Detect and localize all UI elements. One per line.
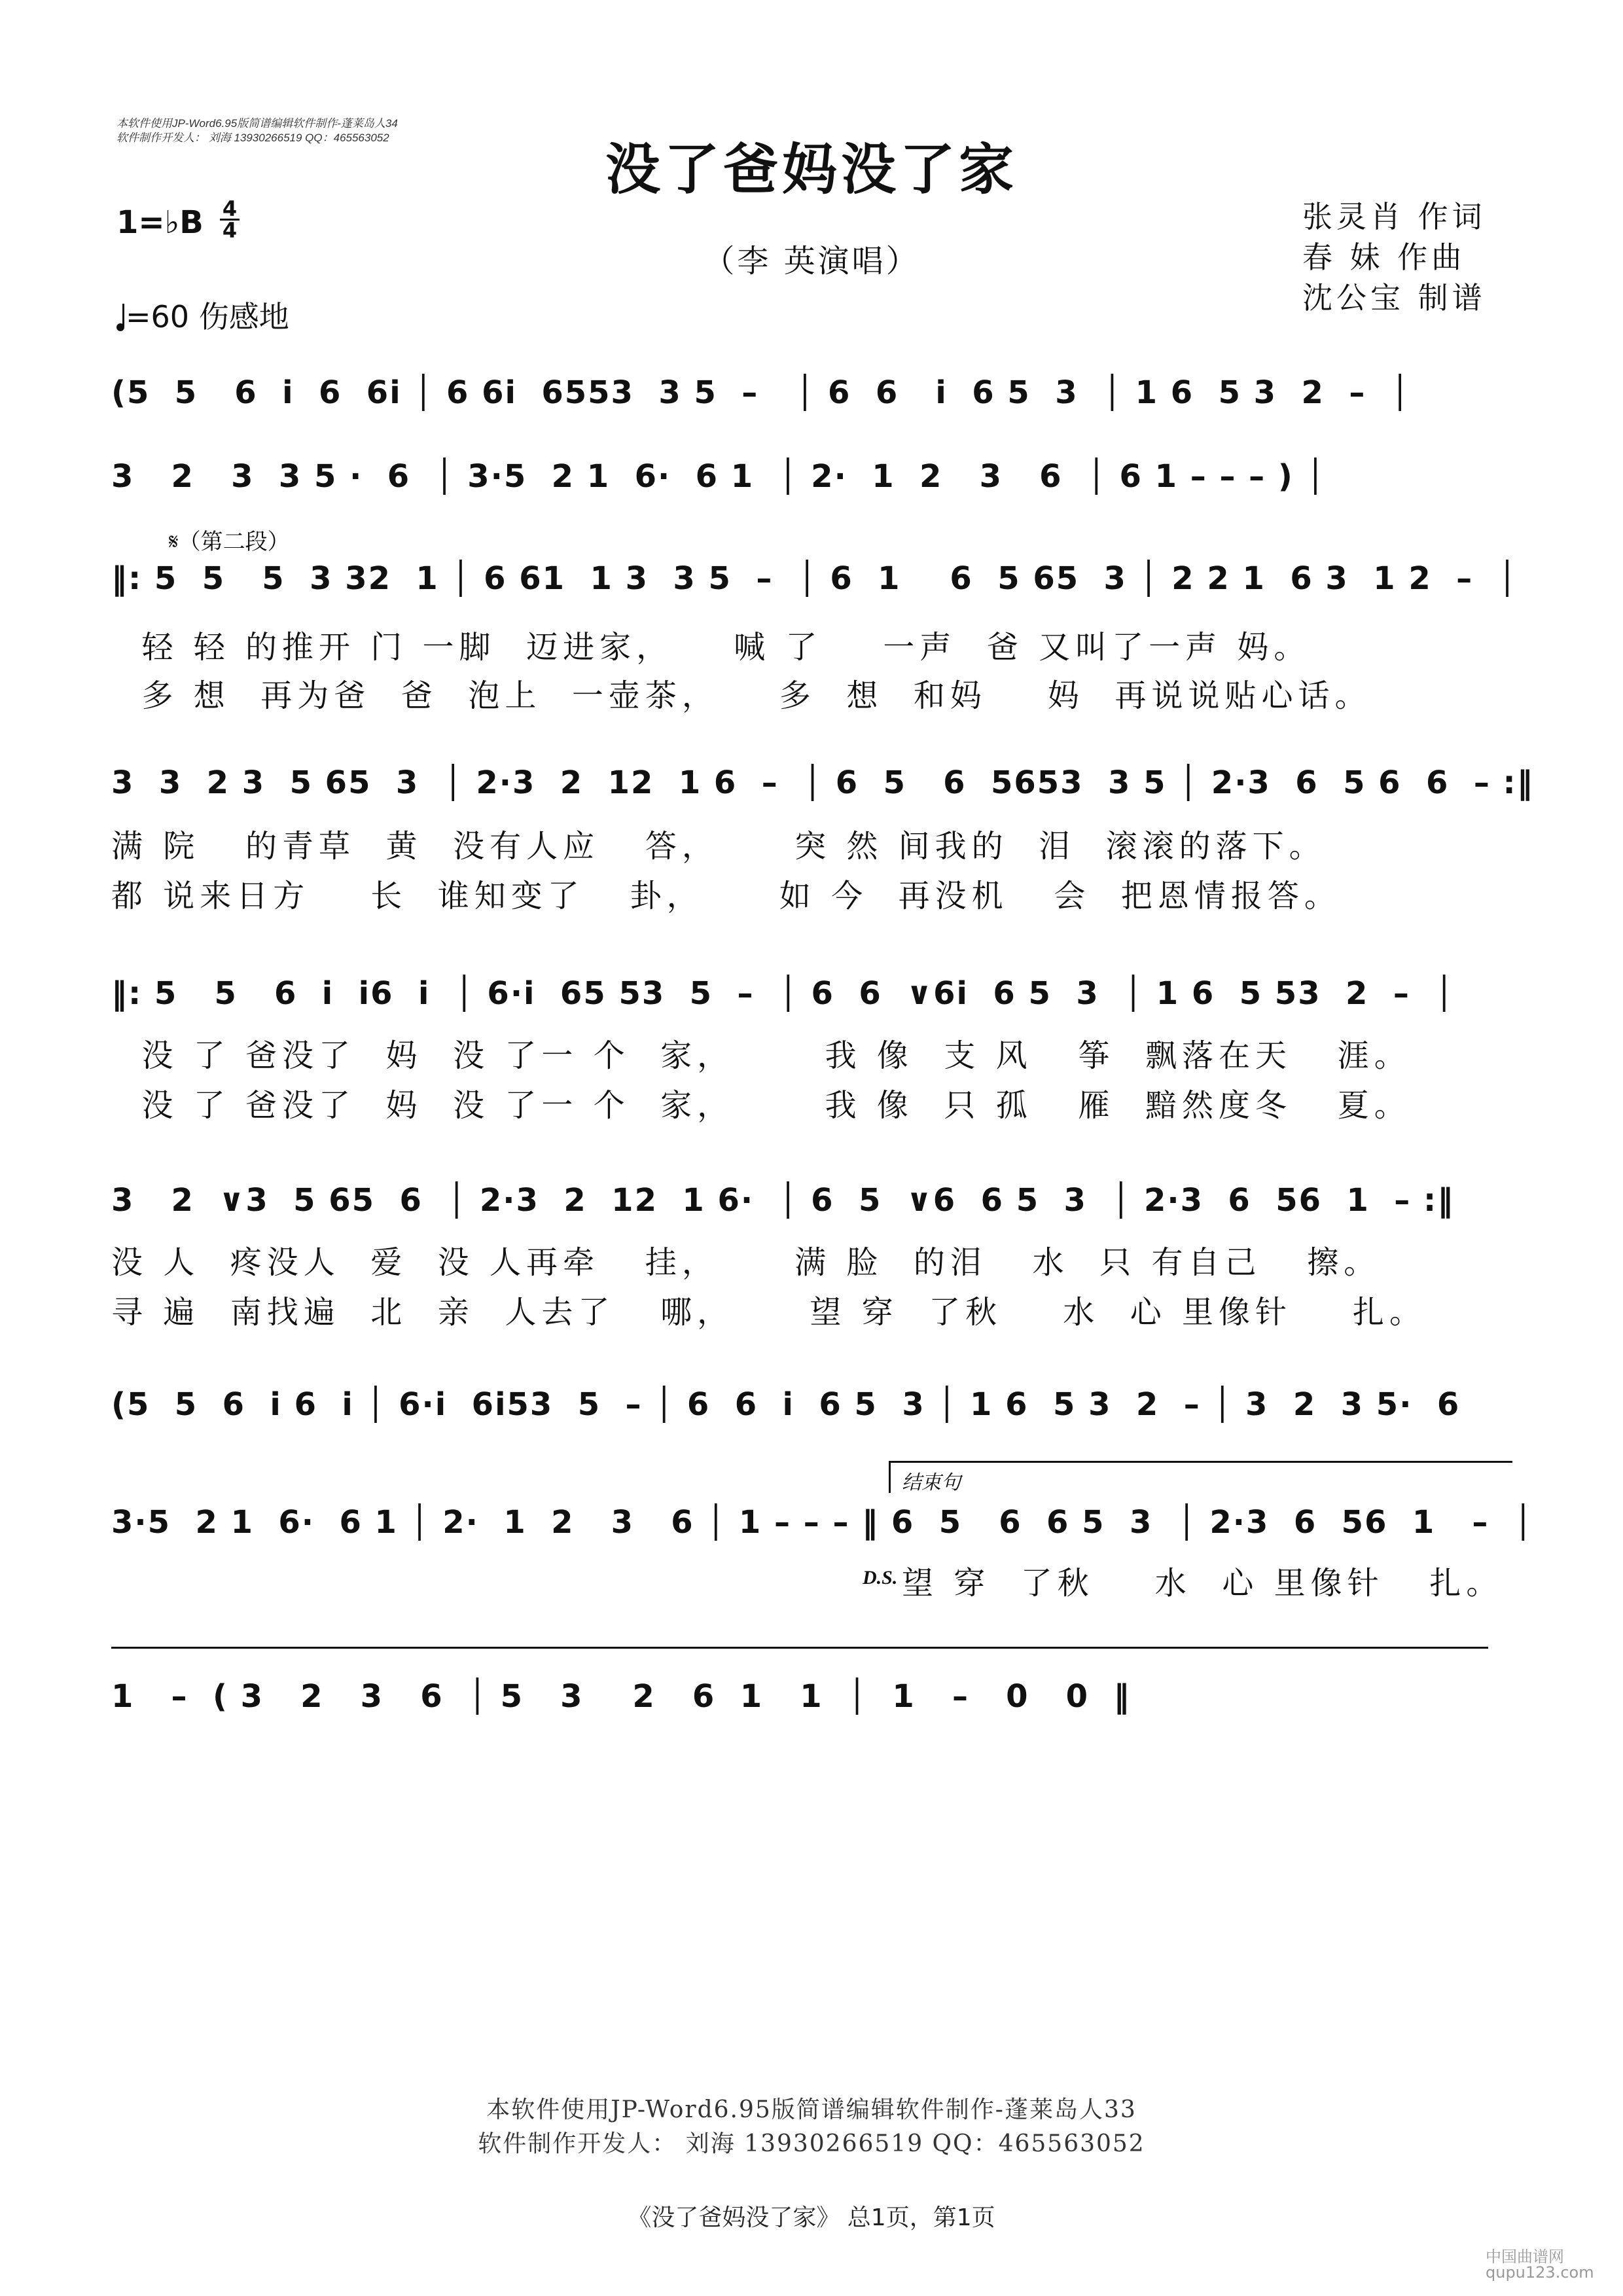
lyric-line-3-verse1: 轻 轻 的推开 门 一脚 迈进家， 喊 了 一声 爸 又叫了一声 妈。: [111, 629, 1311, 666]
credits-block: [1302, 196, 1486, 318]
logo-url: qupu123.com: [1486, 2263, 1594, 2282]
footer-line1: 本软件使用JP-Word6.95版简谱编辑软件制作-蓬莱岛人33: [486, 2096, 1137, 2123]
arranger-credit: 沈公宝 制谱: [1302, 280, 1486, 315]
site-logo: [1486, 2249, 1594, 2280]
segno-section-label: 𝄋（第二段）: [169, 529, 290, 555]
score-line-3: ‖: 5 5 5 3 32 1 │ 6 61 1 3 3 5 – │ 6 1 6 5 65 3 │ 2 2 1 6 3 1 2 – │: [111, 560, 1518, 597]
logo-text: 中国曲谱网: [1486, 2248, 1564, 2266]
singer-credit: （李 英演唱）: [703, 243, 920, 279]
score-line-2: 3 2 3 3 5 · 6 │ 3·5 2 1 6· 6 1 │ 2· 1 2 3 6 │ 6 1 – – – ) │: [111, 458, 1327, 495]
time-signature: [220, 196, 240, 243]
score-line-5: ‖: 5 5 6 i i6 i │ 6·i 65 53 5 – │ 6 6 ∨6i 6 5 3 │ 1 6 5 53 2 – │: [111, 975, 1455, 1012]
lyric-line-8: 望 穿 了秋 水 心 里像针 扎。: [902, 1565, 1503, 1602]
ending-bracket: [889, 1461, 1512, 1493]
ending-label: 结束句: [902, 1472, 961, 1494]
lyric-line-4-verse2: 都 说来日方 长 谁知变了 卦， 如 今 再没机 会 把恩情报答。: [111, 878, 1341, 914]
lyric-line-3-verse2: 多 想 再为爸 爸 泡上 一壶茶， 多 想 和妈 妈 再说说贴心话。: [111, 677, 1372, 714]
quarter-note-icon: [116, 323, 124, 331]
lyric-line-5-verse2: 没 了 爸没了 妈 没 了一 个 家， 我 像 只 孤 雁 黯然度冬 夏。: [111, 1087, 1411, 1124]
page-title: 没了爸妈没了家: [605, 137, 1018, 202]
software-footer: [0, 2093, 1623, 2161]
score-line-1: (5 5 6 i 6 6i │ 6 6i 6553 3 5 – │ 6 6 i 6 5 3 │ 1 6 5 3 2 – │: [111, 374, 1411, 411]
score-line-4: 3 3 2 3 5 65 3 │ 2·3 2 12 1 6 – │ 6 5 6 5653 3 5 │ 2·3 6 5 6 6 – :‖: [111, 764, 1534, 801]
software-note-line1: 本软件使用JP-Word6.95版简谱编辑软件制作-蓬莱岛人34: [116, 117, 398, 130]
software-note-line2: 软件制作开发人： 刘海 13930266519 QQ：465563052: [116, 132, 389, 144]
meter-bottom: 4: [222, 218, 238, 243]
lyric-line-6-verse2: 寻 遍 南找遍 北 亲 人去了 哪， 望 穿 了秋 水 心 里像针 扎。: [111, 1294, 1426, 1331]
lyricist-credit: 张灵肖 作词: [1302, 199, 1486, 234]
score-line-8: 3·5 2 1 6· 6 1 │ 2· 1 2 3 6 │ 1 – – – ‖ 6 5 6 6 5 3 │ 2·3 6 56 1 – │: [111, 1504, 1534, 1541]
lyric-line-5-verse1: 没 了 爸没了 妈 没 了一 个 家， 我 像 支 风 筝 飘落在天 涯。: [111, 1037, 1411, 1074]
lyric-line-4-verse1: 满 院 的青草 黄 没有人应 答， 突 然 间我的 泪 滚滚的落下。: [111, 828, 1326, 865]
footer-line2: 软件制作开发人： 刘海 13930266519 QQ：465563052: [478, 2130, 1145, 2157]
tie-line: [111, 1647, 1488, 1649]
lyric-line-6-verse1: 没 人 疼没人 爱 没 人再牵 挂， 满 脸 的泪 水 只 有自己 擦。: [111, 1244, 1381, 1281]
tempo-marking: [116, 293, 289, 336]
meter-top: 4: [222, 196, 238, 221]
score-line-7: (5 5 6 i 6 i │ 6·i 6i53 5 – │ 6 6 i 6 5 3 │ 1 6 5 3 2 – │ 3 2 3 5· 6: [111, 1386, 1461, 1423]
composer-credit: 春 妹 作曲: [1302, 240, 1466, 275]
tempo-text: =60 伤感地: [126, 299, 289, 334]
score-line-6: 3 2 ∨3 5 65 6 │ 2·3 2 12 1 6· │ 6 5 ∨6 6 5 3 │ 2·3 6 56 1 – :‖: [111, 1182, 1455, 1219]
key-signature: 1=♭B: [116, 204, 204, 241]
ds-marking: D.S.: [863, 1567, 898, 1588]
page-info: 《没了爸妈没了家》 总1页，第1页: [628, 2204, 995, 2231]
score-line-9: 1 – ( 3 2 3 6 │ 5 3 2 6 1 1 │ 1 – 0 0 ‖: [111, 1678, 1131, 1715]
